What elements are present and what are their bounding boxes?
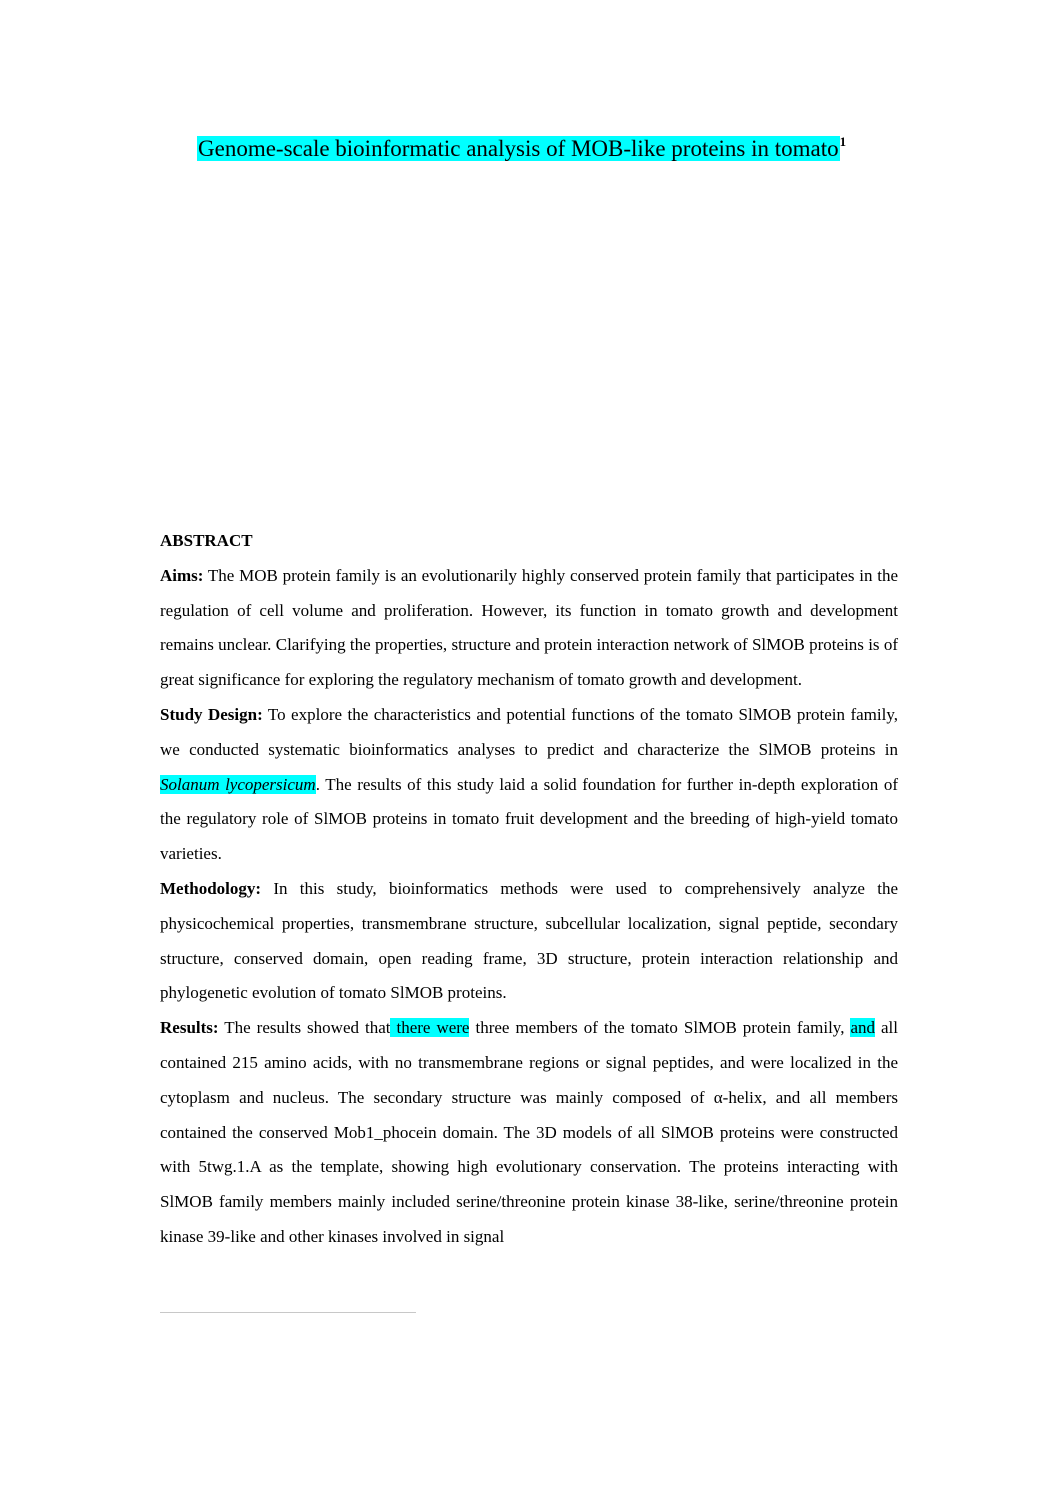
abstract-section xyxy=(160,524,898,1255)
methodology-label: Methodology: xyxy=(160,878,262,898)
title-text: Genome-scale bioinformatic analysis of MOB-like proteins in tomato xyxy=(198,136,839,161)
study-design-text-before: To explore the characteristics and potential functions of the tomato SlMOB protein family, we conducted systematic bioinformatics analyses to predict and characterize the SlMOB proteins in xyxy=(160,704,898,759)
results-paragraph xyxy=(160,1011,898,1255)
aims-paragraph xyxy=(160,559,898,698)
results-text-1: The results showed that xyxy=(218,1018,391,1038)
methodology-text: In this study, bioinformatics methods were used to comprehensively analyze the physicochemical properties, transmembrane structure, subcellular localization, signal peptide, secondary structure, conserved domain, open reading frame, 3D structure, protein interaction relationship and phylogenetic evolution of tomato SlMOB proteins. xyxy=(160,878,898,1003)
title-highlight xyxy=(197,136,840,161)
results-label: Results: xyxy=(160,1018,219,1038)
study-design-paragraph xyxy=(160,698,898,872)
results-highlight-1: there were xyxy=(390,1018,470,1038)
paper-title xyxy=(197,127,897,170)
aims-label: Aims: xyxy=(160,565,204,585)
results-text-2: three members of the tomato SlMOB protein family, xyxy=(469,1018,851,1038)
footnote-separator xyxy=(160,1312,416,1313)
results-text-3: all contained 215 amino acids, with no transmembrane regions or signal peptides, and were localized in the cytoplasm and nucleus. The secondary structure was mainly composed of α-helix, and all members contained the conserved Mob1_phocein domain. The 3D models of all SlMOB proteins were constructed with 5twg.1.A as the template, showing high evolutionary conservation. The proteins interacting with SlMOB family members mainly included serine/threonine protein kinase 38-like, serine/threonine protein kinase 39-like and other kinases involved in signal xyxy=(160,1018,898,1246)
title-footnote-marker: 1 xyxy=(839,134,847,149)
species-name-highlight: Solanum lycopersicum xyxy=(160,774,316,794)
results-highlight-2: and xyxy=(850,1018,875,1038)
study-design-label: Study Design: xyxy=(160,704,263,724)
study-design-text-after: . The results of this study laid a solid foundation for further in-depth exploration of the regulatory role of SlMOB proteins in tomato fruit development and the breeding of high-yield tomato varieties. xyxy=(160,774,898,864)
abstract-heading: ABSTRACT xyxy=(160,531,253,550)
aims-text: The MOB protein family is an evolutionarily highly conserved protein family that participates in the regulation of cell volume and proliferation. However, its function in tomato growth and development remains unclear. Clarifying the properties, structure and protein interaction network of SlMOB proteins is of great significance for exploring the regulatory mechanism of tomato growth and development. xyxy=(160,565,898,690)
methodology-paragraph xyxy=(160,872,898,1011)
